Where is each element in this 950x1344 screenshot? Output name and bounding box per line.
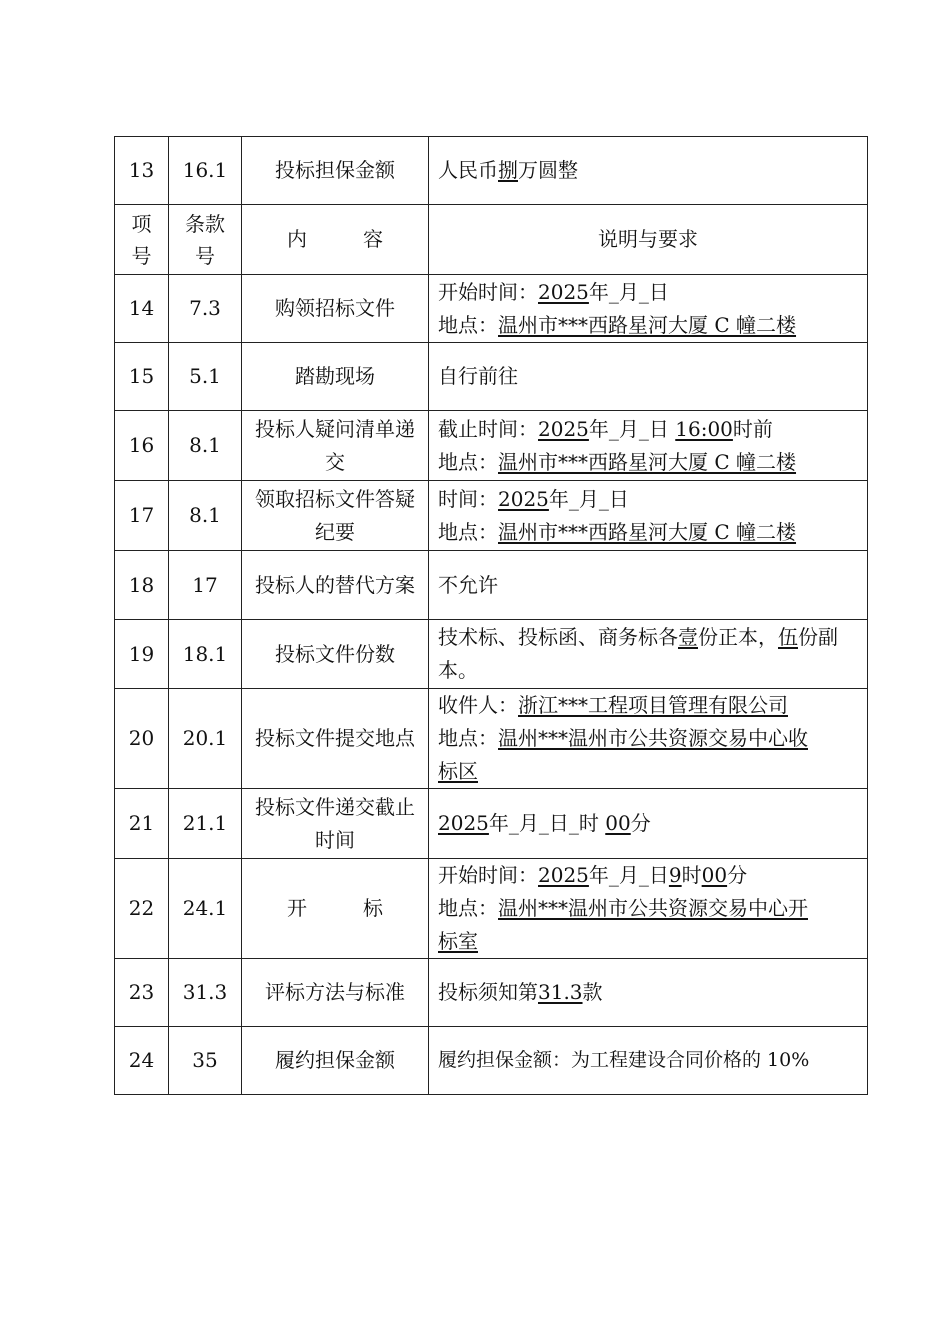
location-value: 温州***温州市公共资源交易中心开: [498, 896, 808, 920]
table-row: [115, 551, 868, 620]
item-content: [242, 859, 429, 959]
clause-number: 18.1: [169, 620, 242, 689]
desc-text: 年_月_日_时: [488, 811, 599, 835]
location-value: 温州市***西路星河大厦 C 幢二楼: [498, 449, 797, 474]
content-text: 开: [287, 896, 307, 920]
item-description: 履约担保金额：为工程建设合同价格的 10%: [429, 1027, 868, 1095]
table-row: [115, 411, 868, 481]
desc-text: 时前: [732, 416, 773, 441]
header-item-number: [115, 205, 169, 275]
desc-text: 地点：: [438, 519, 498, 544]
desc-text: 份正本，: [698, 625, 778, 649]
header-text: 条款号: [185, 211, 225, 268]
desc-text: 地点：: [438, 449, 498, 474]
item-description: 自行前往: [429, 343, 868, 411]
item-content: 投标担保金额: [242, 137, 429, 205]
item-number: 14: [115, 275, 169, 343]
header-description: 说明与要求: [429, 205, 868, 275]
item-description: [429, 137, 868, 205]
header-text: 内: [287, 227, 307, 251]
desc-text: 分: [727, 863, 748, 887]
desc-line: [438, 516, 861, 549]
item-number: 24: [115, 1027, 169, 1095]
count-value: 壹: [678, 625, 698, 649]
item-description: [429, 411, 868, 481]
year-value: 2025: [538, 863, 589, 887]
item-number: 15: [115, 343, 169, 411]
clause-number: 16.1: [169, 137, 242, 205]
table-row: [115, 275, 868, 343]
content-text: 标: [363, 896, 383, 920]
desc-text: 地点：: [438, 726, 498, 750]
item-content: 履约担保金额: [242, 1027, 429, 1095]
desc-text: 年_月_日: [548, 486, 629, 511]
desc-text: 开始时间：: [438, 863, 538, 887]
clause-number: 24.1: [169, 859, 242, 959]
item-content: 投标人疑问清单递交: [242, 411, 429, 481]
desc-text: 开始时间：: [438, 279, 538, 304]
desc-text: 份副本。: [438, 625, 838, 682]
clause-number: 21.1: [169, 789, 242, 859]
item-content: 领取招标文件答疑纪要: [242, 481, 429, 551]
year-value: 2025: [538, 416, 589, 441]
desc-line: [438, 276, 861, 309]
desc-text: 地点：: [438, 312, 498, 337]
time-value: 16:00: [675, 416, 733, 441]
desc-line: [438, 309, 861, 342]
location-value: 标室: [438, 929, 478, 953]
clause-number: 31.3: [169, 959, 242, 1027]
desc-text: 收件人：: [438, 693, 518, 717]
header-content: [242, 205, 429, 275]
desc-text: 人民币: [438, 158, 498, 182]
item-description: [429, 689, 868, 789]
table-row: [115, 343, 868, 411]
clause-number: 20.1: [169, 689, 242, 789]
desc-text: 款: [582, 980, 603, 1004]
location-value: 温州市***西路星河大厦 C 幢二楼: [498, 312, 797, 337]
location-value: 温州***温州市公共资源交易中心收: [498, 726, 808, 750]
table-row: [115, 481, 868, 551]
desc-text: 时: [681, 863, 702, 887]
location-value: 温州市***西路星河大厦 C 幢二楼: [498, 519, 797, 544]
item-content: 投标文件提交地点: [242, 689, 429, 789]
item-content: 购领招标文件: [242, 275, 429, 343]
item-description: [429, 859, 868, 959]
desc-line: [438, 413, 861, 446]
item-number: 20: [115, 689, 169, 789]
clause-number: 5.1: [169, 343, 242, 411]
header-text: 项号: [131, 211, 152, 268]
table-row: [115, 689, 868, 789]
item-content: 投标文件份数: [242, 620, 429, 689]
desc-text: 时间：: [438, 486, 498, 511]
desc-line: [438, 446, 861, 479]
item-number: 18: [115, 551, 169, 620]
table-row: [115, 789, 868, 859]
clause-number: 7.3: [169, 275, 242, 343]
desc-line: [438, 859, 861, 892]
item-content: 投标文件递交截止时间: [242, 789, 429, 859]
location-value: 标区: [438, 759, 478, 783]
year-value: 2025: [538, 279, 589, 304]
table-row: [115, 620, 868, 689]
item-description: 不允许: [429, 551, 868, 620]
item-content: 投标人的替代方案: [242, 551, 429, 620]
item-description: [429, 620, 868, 689]
table-row: [115, 859, 868, 959]
year-value: 2025: [498, 486, 549, 511]
item-description: [429, 275, 868, 343]
desc-text: 截止时间：: [438, 416, 538, 441]
table-row: [115, 137, 868, 205]
year-value: 2025: [438, 811, 489, 835]
desc-line: [438, 925, 861, 958]
clause-number: 35: [169, 1027, 242, 1095]
item-number: 17: [115, 481, 169, 551]
bid-data-table: [114, 136, 868, 1095]
item-description: [429, 481, 868, 551]
desc-line: [438, 722, 861, 755]
table-header-row: [115, 205, 868, 275]
amount-value: 捌: [498, 158, 518, 182]
item-number: 23: [115, 959, 169, 1027]
desc-text: 年_月_日: [588, 863, 669, 887]
item-number: 16: [115, 411, 169, 481]
clause-ref-value: 31.3: [538, 980, 583, 1004]
item-content: 踏勘现场: [242, 343, 429, 411]
desc-text: 万圆整: [518, 158, 578, 182]
item-number: 13: [115, 137, 169, 205]
desc-line: [438, 483, 861, 516]
count-value: 伍: [778, 625, 798, 649]
desc-text: 分: [630, 811, 651, 835]
desc-text: 技术标、投标函、商务标各: [438, 625, 678, 649]
desc-text: 地点：: [438, 896, 498, 920]
minute-value: 00: [605, 811, 631, 835]
header-clause-number: [169, 205, 242, 275]
recipient-value: 浙江***工程项目管理有限公司: [518, 693, 788, 717]
desc-text: 年_月_日: [588, 416, 669, 441]
desc-line: [438, 892, 861, 925]
item-description: [429, 959, 868, 1027]
item-number: 21: [115, 789, 169, 859]
header-text: 容: [363, 227, 383, 251]
item-content: 评标方法与标准: [242, 959, 429, 1027]
hour-value: 9: [668, 863, 682, 887]
desc-line: [438, 755, 861, 788]
table-row: [115, 959, 868, 1027]
item-number: 22: [115, 859, 169, 959]
clause-number: 8.1: [169, 481, 242, 551]
clause-number: 17: [169, 551, 242, 620]
item-number: 19: [115, 620, 169, 689]
clause-number: 8.1: [169, 411, 242, 481]
desc-line: [438, 689, 861, 722]
minute-value: 00: [701, 863, 728, 887]
desc-text: 投标须知第: [438, 980, 538, 1004]
desc-text: 年_月_日: [588, 279, 669, 304]
item-description: [429, 789, 868, 859]
table-row: [115, 1027, 868, 1095]
